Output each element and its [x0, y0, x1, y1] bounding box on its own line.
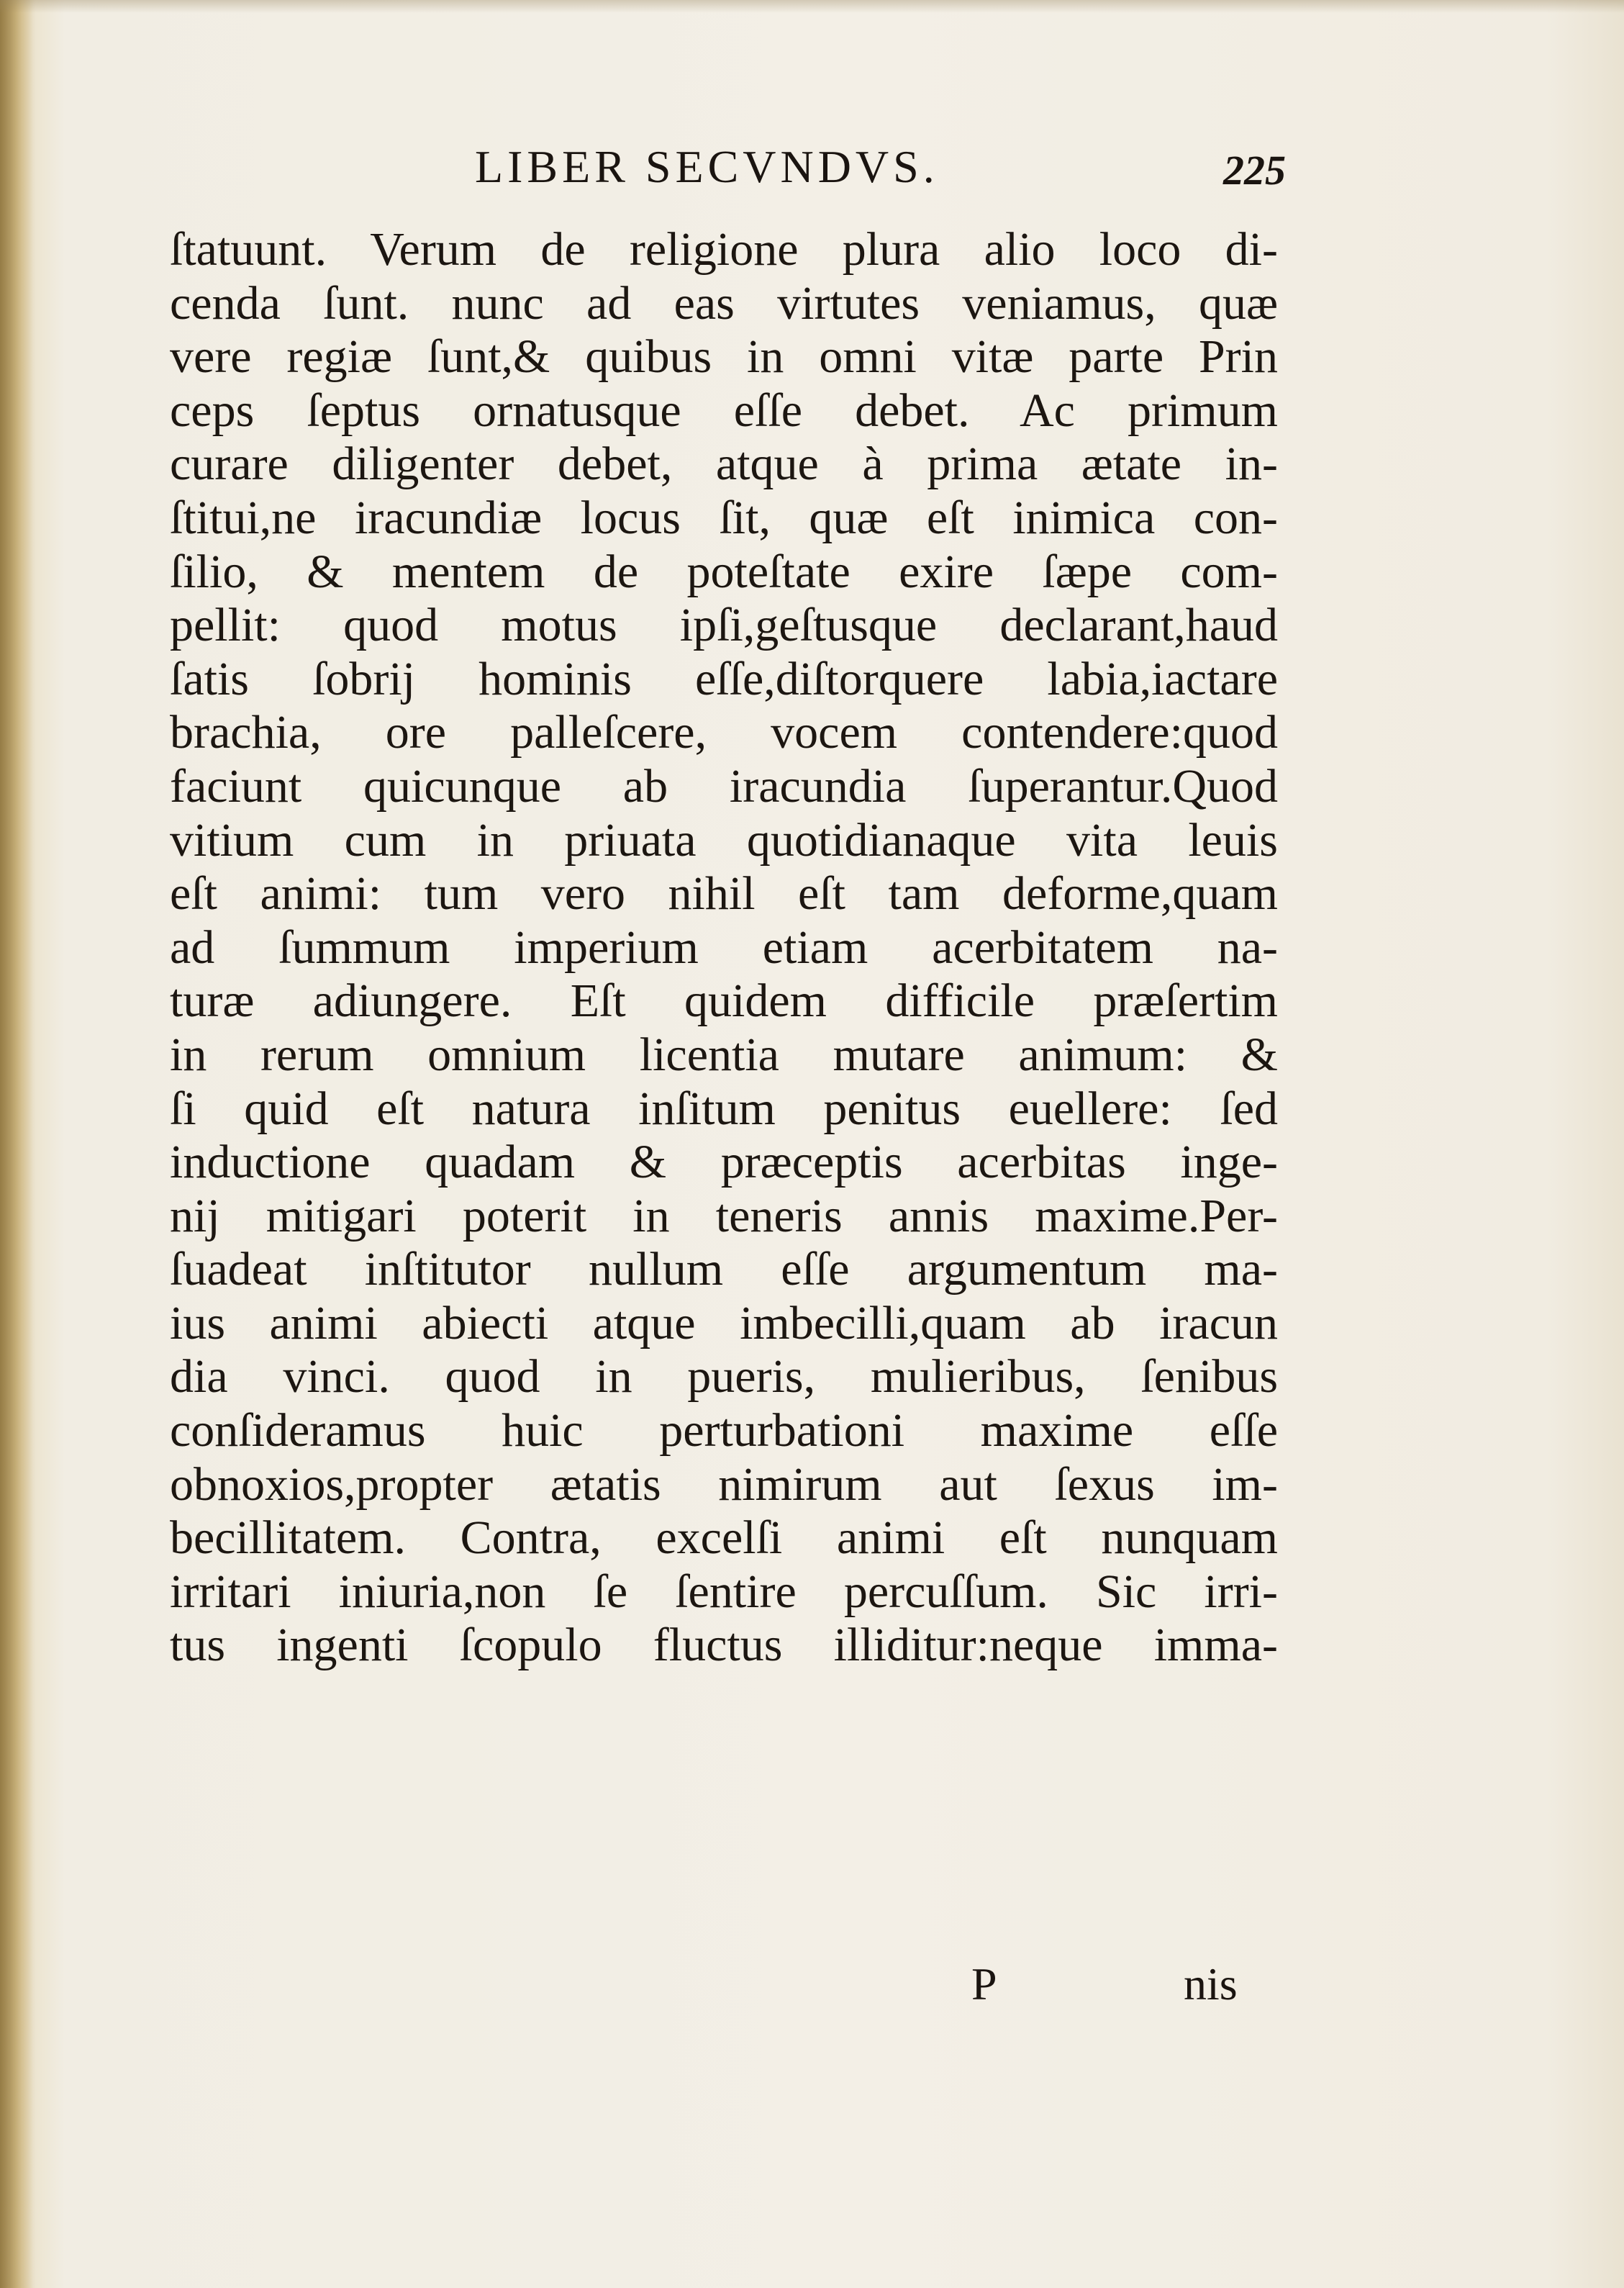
gutter-shadow [0, 0, 36, 2288]
text-line: conſideramus huic perturbationi maxime eſſe [170, 1404, 1278, 1457]
text-line: cenda ſunt. nunc ad eas virtutes veniamus, quæ [170, 276, 1278, 330]
text-line: ſatis ſobrij hominis eſſe,diſtorquere labia,iactare [170, 652, 1278, 705]
text-line: vere regiæ ſunt,& quibus in omni vitæ parte Prin [170, 330, 1278, 384]
text-line: pellit: quod motus ipſi,geſtusque declarant,haud [170, 599, 1278, 652]
text-line: eſt animi: tum vero nihil eſt tam deforme,quam [170, 867, 1278, 921]
text-line: becillitatem. Contra, excelſi animi eſt nunquam [170, 1511, 1278, 1565]
text-line: obnoxios,propter ætatis nimirum aut ſexus im- [170, 1457, 1278, 1511]
text-line: ſilio, & mentem de poteſtate exire ſæpe com- [170, 545, 1278, 598]
text-line: vitium cum in priuata quotidianaque vita leuis [170, 813, 1278, 867]
text-line: in rerum omnium licentia mutare animum: & [170, 1028, 1278, 1081]
text-line: faciunt quicunque ab iracundia ſuperantur.Quod [170, 759, 1278, 813]
page-number: 225 [1223, 147, 1286, 194]
text-line: nij mitigari poterit in teneris annis maxime.Per- [170, 1189, 1278, 1242]
running-head: LIBER SECVNDVS. [475, 141, 939, 192]
text-line: brachia, ore palleſcere, vocem contendere:quod [170, 706, 1278, 759]
catchword: nis [1184, 1958, 1238, 2009]
text-line: ſi quid eſt natura inſitum penitus euellere: ſed [170, 1082, 1278, 1135]
text-line: curare diligenter debet, atque à prima ætate in- [170, 438, 1278, 491]
top-edge-shadow [0, 0, 1624, 13]
text-line: tus ingenti ſcopulo fluctus illiditur:neque imma- [170, 1619, 1278, 1672]
text-line: ſtitui,ne iracundiæ locus ſit, quæ eſt inimica con- [170, 491, 1278, 544]
signature-mark: P [971, 1958, 997, 2009]
body-text [170, 223, 1278, 1673]
text-line: ſuadeat inſtitutor nullum eſſe argumentum ma- [170, 1243, 1278, 1296]
text-line: ius animi abiecti atque imbecilli,quam ab iracun [170, 1296, 1278, 1349]
text-line: ad ſummum imperium etiam acerbitatem na- [170, 921, 1278, 974]
text-line: dia vinci. quod in pueris, mulieribus, ſenibus [170, 1350, 1278, 1403]
text-line: inductione quadam & præceptis acerbitas inge- [170, 1136, 1278, 1189]
text-line: irritari iniuria,non ſe ſentire percuſſum. Sic irri- [170, 1565, 1278, 1618]
text-line: ſtatuunt. Verum de religione plura alio loco di- [170, 223, 1278, 276]
page-header [0, 140, 1624, 205]
page-footer [0, 1958, 1624, 2022]
text-line: turæ adiungere. Eſt quidem difficile præſertim [170, 975, 1278, 1028]
text-line: ceps ſeptus ornatusque eſſe debet. Ac primum [170, 384, 1278, 437]
